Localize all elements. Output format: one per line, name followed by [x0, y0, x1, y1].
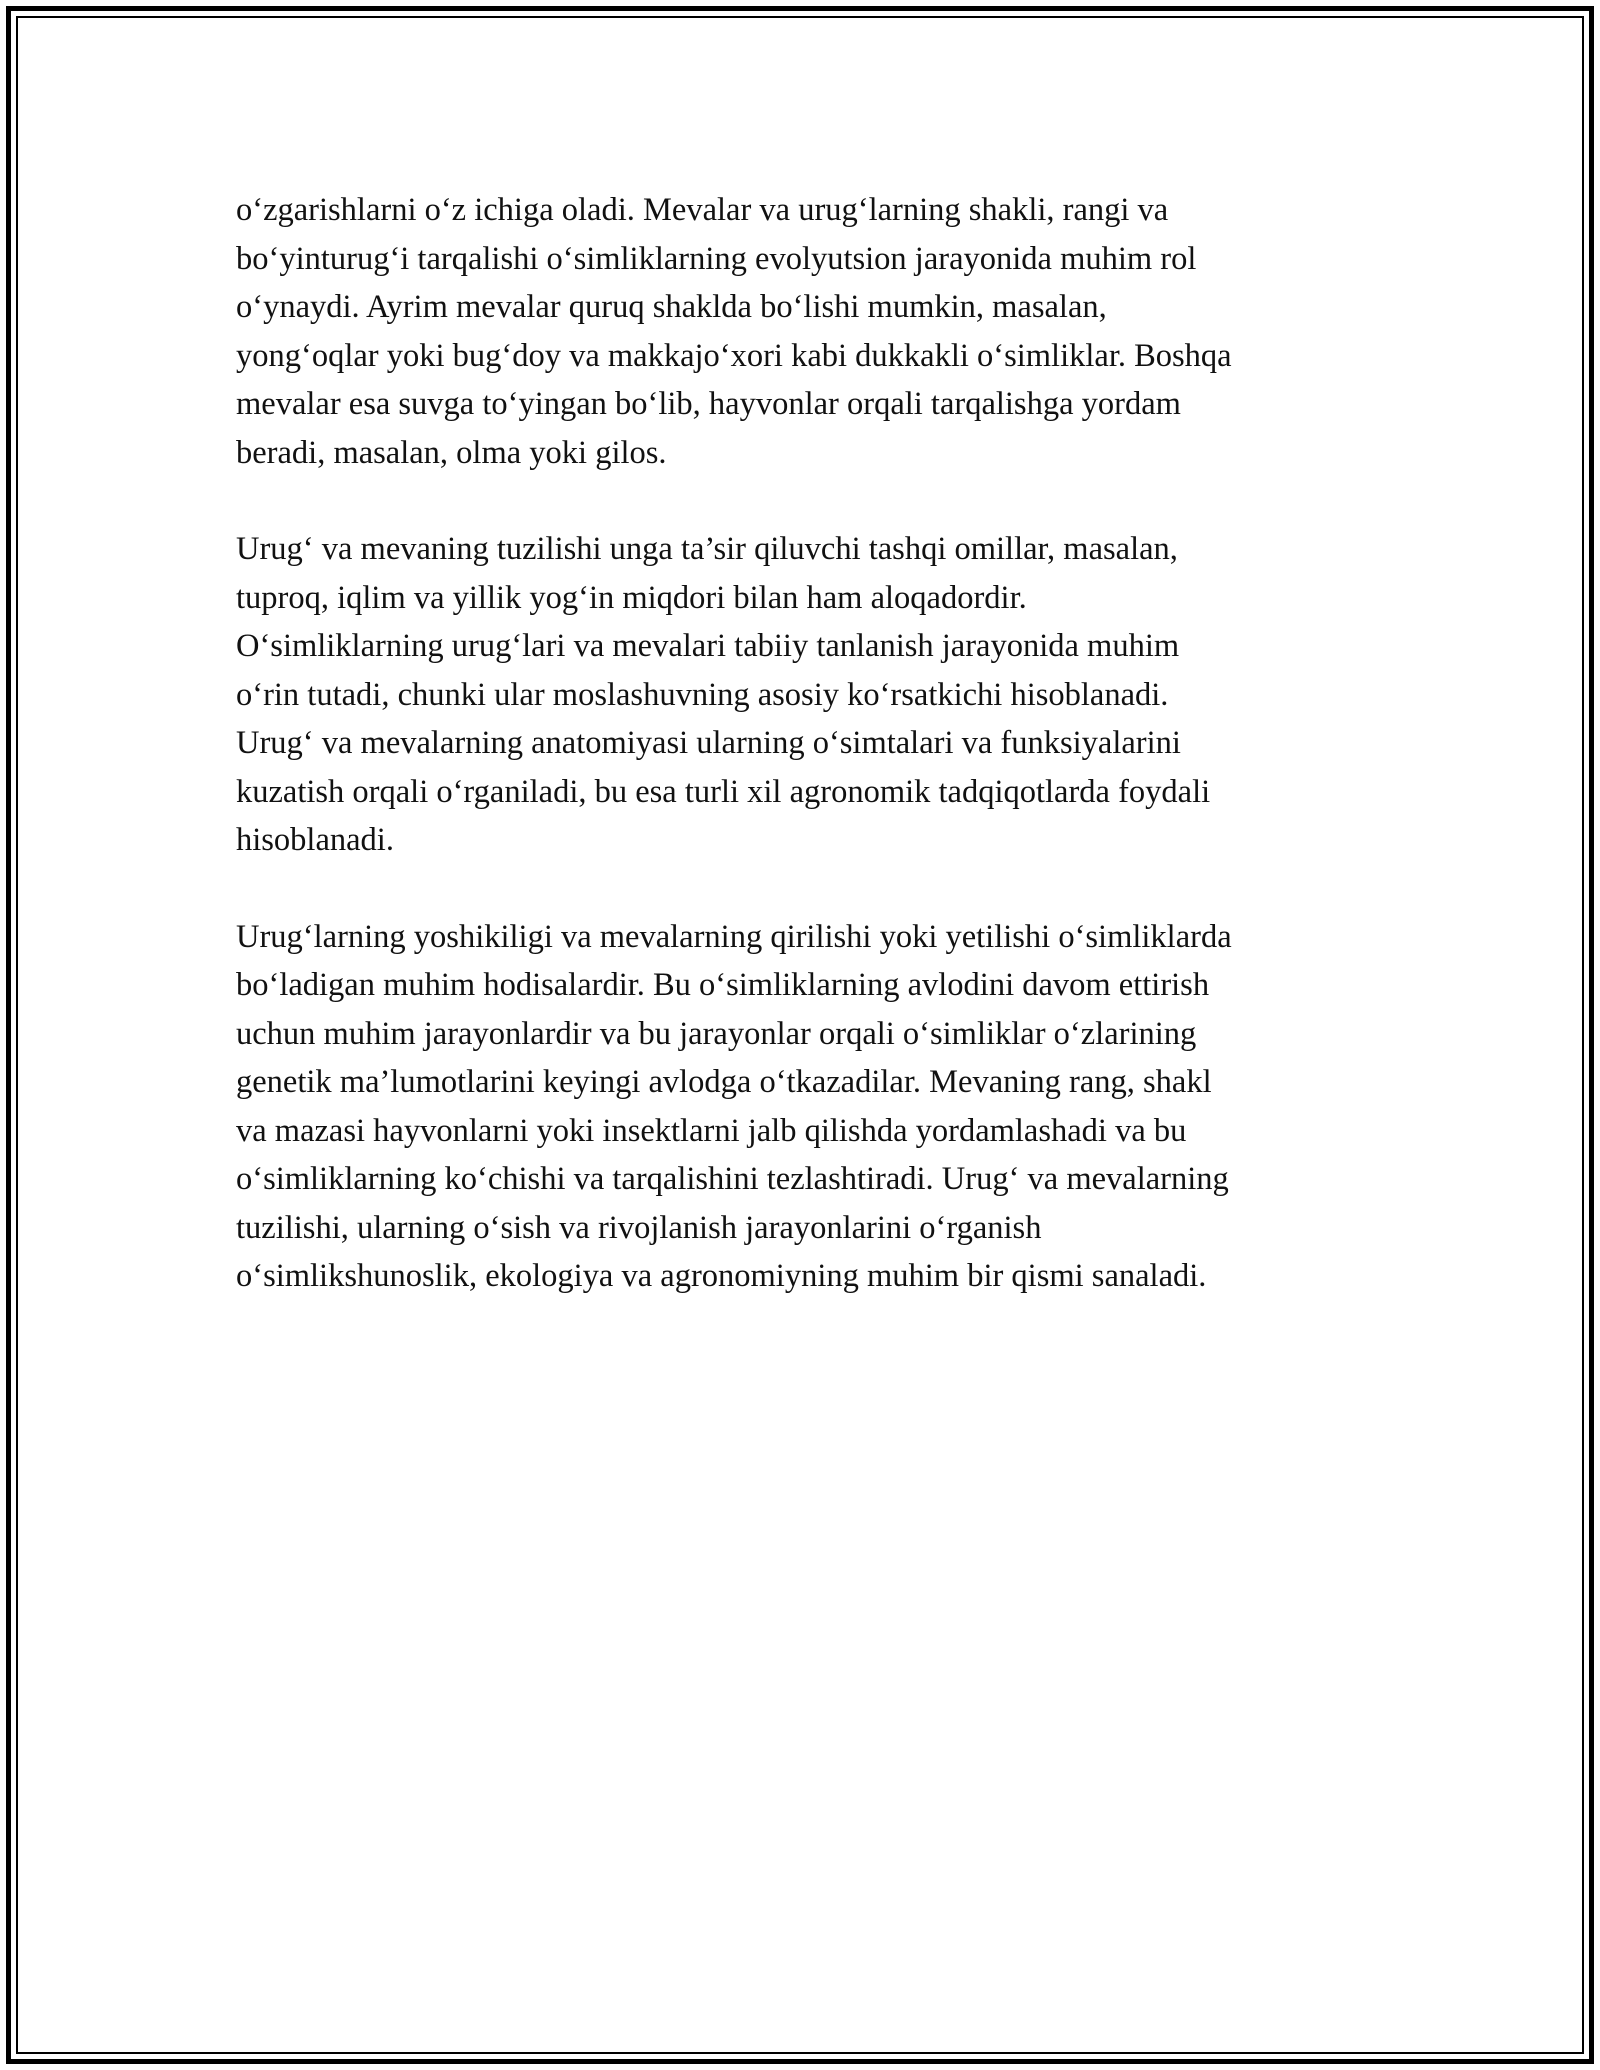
document-body	[236, 186, 1366, 1349]
text-line: tuproq, iqlim va yillik yog‘in miqdori bilan ham aloqadordir.	[236, 579, 1027, 616]
text-line: Urug‘ va mevalarning anatomiyasi ularning o‘simtalari va funksiyalarini	[236, 725, 1181, 761]
text-line: va mazasi hayvonlarni yoki insektlarni jalb qilishda yordamlashadi va bu	[236, 1112, 1187, 1149]
text-line: beradi, masalan, olma yoki gilos.	[236, 434, 667, 471]
text-line: O‘simliklarning urug‘lari va mevalari tabiiy tanlanish jarayonida muhim	[236, 628, 1180, 664]
text-line: mevalar esa suvga to‘yingan bo‘lib, hayvonlar orqali tarqalishga yordam	[236, 386, 1181, 422]
text-line: tuzilishi, ularning o‘sish va rivojlanish jarayonlarini o‘rganish	[236, 1209, 1042, 1246]
text-line: o‘zgarishlarni o‘z ichiga oladi. Mevalar va urug‘larning shakli, rangi va	[236, 192, 1169, 228]
text-line: o‘simlikshunoslik, ekologiya va agronomiyning muhim bir qismi sanaladi.	[236, 1258, 1207, 1294]
text-line: o‘rin tutadi, chunki ular moslashuvning asosiy ko‘rsatkichi hisoblanadi.	[236, 676, 1169, 713]
paragraph-2	[236, 525, 1366, 865]
text-line: Urug‘larning yoshikiligi va mevalarning qirilishi yoki yetilishi o‘simliklarda	[236, 918, 1232, 955]
text-line: uchun muhim jarayonlardir va bu jarayonlar orqali o‘simliklar o‘zlarining	[236, 1015, 1197, 1052]
text-line: kuzatish orqali o‘rganiladi, bu esa turli xil agronomik tadqiqotlarda foydali	[236, 773, 1211, 810]
paragraph-1	[236, 186, 1366, 477]
text-line: genetik ma’lumotlarini keyingi avlodga o‘tkazadilar. Mevaning rang, shakl	[236, 1064, 1212, 1100]
text-line: Urug‘ va mevaning tuzilishi unga ta’sir qiluvchi tashqi omillar, masalan,	[236, 531, 1178, 567]
text-line: hisoblanadi.	[236, 822, 394, 858]
text-line: bo‘yinturug‘i tarqalishi o‘simliklarning evolyutsion jarayonida muhim rol	[236, 240, 1197, 277]
text-line: o‘simliklarning ko‘chishi va tarqalishini tezlashtiradi. Urug‘ va mevalarning	[236, 1161, 1229, 1197]
text-line: yong‘oqlar yoki bug‘doy va makkajo‘xori kabi dukkakli o‘simliklar. Boshqa	[236, 337, 1232, 374]
paragraph-3	[236, 913, 1366, 1301]
text-line: o‘ynaydi. Ayrim mevalar quruq shaklda bo‘lishi mumkin, masalan,	[236, 289, 1107, 325]
text-line: bo‘ladigan muhim hodisalardir. Bu o‘simliklarning avlodini davom ettirish	[236, 967, 1210, 1003]
